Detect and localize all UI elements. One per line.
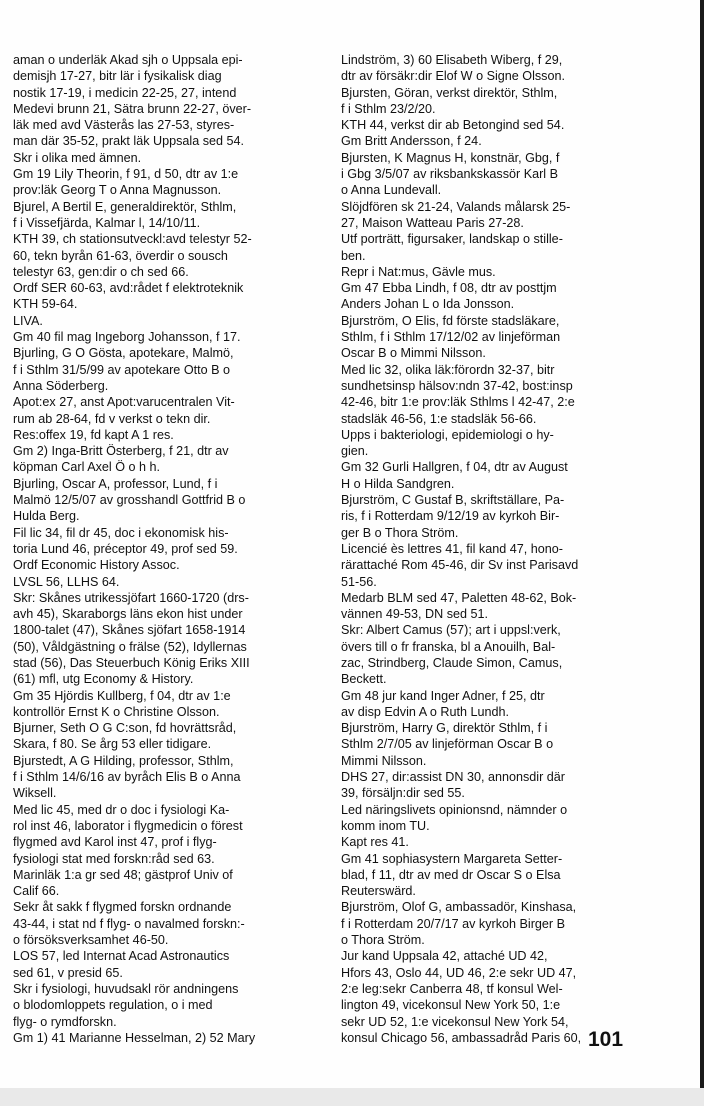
text-line: Hulda Berg. — [13, 509, 80, 524]
text-line: demisjh 17-27, bitr lär i fysikalisk diag — [13, 69, 222, 84]
text-line: övers till o fr franska, bl a Anouilh, Bal- — [341, 639, 556, 654]
text-line: 39, försäljn:dir sed 55. — [341, 786, 465, 801]
text-line: Skr: Albert Camus (57); art i uppsl:verk, — [341, 623, 561, 638]
text-line: Marinläk 1:a gr sed 48; gästprof Univ of — [13, 867, 233, 882]
text-line: Wiksell. — [13, 786, 57, 801]
text-line: Ordf SER 60-63, avd:rådet f elektroteknik — [13, 281, 244, 296]
text-line: flyg- o rymdforskn. — [13, 1014, 117, 1029]
text-line: Utf porträtt, figursaker, landskap o stille- — [341, 232, 563, 247]
text-line: Skr i olika med ämnen. — [13, 150, 142, 165]
text-line: 51-56. — [341, 574, 377, 589]
text-line: lington 49, vicekonsul New York 50, 1:e — [341, 998, 561, 1013]
text-line: Calif 66. — [13, 884, 60, 899]
text-line: komm inom TU. — [341, 818, 430, 833]
text-line: man där 35-52, prakt läk Uppsala sed 54. — [13, 134, 245, 149]
text-line: Bjurström, C Gustaf B, skriftställare, Pa- — [341, 493, 565, 508]
text-line: konsul Chicago 56, ambassadråd Paris 60, — [341, 1030, 582, 1045]
text-line: sundhetsinsp hälsov:ndn 37-42, bost:insp — [341, 378, 573, 393]
text-line: LIVA. — [13, 313, 43, 328]
text-line: läk med avd Västerås las 27-53, styres- — [13, 118, 235, 133]
text-line: LVSL 56, LLHS 64. — [13, 574, 120, 589]
text-line: Reuterswärd. — [341, 884, 416, 899]
text-line: Upps i bakteriologi, epidemiologi o hy- — [341, 427, 554, 442]
text-line: f i Sthlm 31/5/99 av apotekare Otto B o — [13, 362, 231, 377]
text-line: (50), Våldgästning o frälse (52), Idyllernas — [13, 639, 247, 654]
text-line: Anna Söderberg. — [13, 378, 109, 393]
text-line: rum ab 28-64, fd v verkst o tekn dir. — [13, 411, 211, 426]
text-line: Led näringslivets opinionsnd, nämnder o — [341, 802, 568, 817]
text-line: Repr i Nat:mus, Gävle mus. — [341, 264, 496, 279]
text-line: (61) mfl, utg Economy & History. — [13, 672, 194, 687]
text-line: DHS 27, dir:assist DN 30, annonsdir där — [341, 770, 565, 785]
text-line: Beckett. — [341, 672, 387, 687]
text-line: telestyr 63, gen:dir o ch sed 66. — [13, 264, 189, 279]
text-line: Mimmi Nilsson. — [341, 753, 427, 768]
text-line: Gm 48 jur kand Inger Adner, f 25, dtr — [341, 688, 545, 703]
text-line: Gm 2) Inga-Britt Österberg, f 21, dtr av — [13, 444, 229, 459]
page-number: 101 — [588, 1028, 624, 1051]
text-line: Gm 1) 41 Marianne Hesselman, 2) 52 Mary — [13, 1030, 256, 1045]
text-line: Kapt res 41. — [341, 835, 409, 850]
text-line: Anders Johan L o Ida Jonsson. — [341, 297, 515, 312]
text-line: Sthlm 2/7/05 av linjeförman Oscar B o — [341, 737, 554, 752]
text-line: H o Hilda Sandgren. — [341, 476, 455, 491]
text-line: LOS 57, led Internat Acad Astronautics — [13, 949, 230, 964]
text-line: köpman Carl Axel Ö o h h. — [13, 460, 160, 475]
text-line: Oscar B o Mimmi Nilsson. — [341, 346, 486, 361]
text-line: Skr i fysiologi, huvudsakl rör andningens — [13, 981, 239, 996]
text-line: ben. — [341, 248, 366, 263]
text-line: Gm 19 Lily Theorin, f 91, d 50, dtr av 1:e — [13, 167, 239, 182]
text-line: Res:offex 19, fd kapt A 1 res. — [13, 427, 174, 442]
text-line: Gm Britt Andersson, f 24. — [341, 134, 482, 149]
left-column — [13, 52, 329, 1046]
text-line: Med lic 32, olika läk:förordn 32-37, bitr — [341, 362, 555, 377]
text-line: Apot:ex 27, anst Apot:varucentralen Vit- — [13, 395, 235, 410]
text-line: o försöksverksamhet 46-50. — [13, 933, 169, 948]
text-line: sekr UD 52, 1:e vicekonsul New York 54, — [341, 1014, 569, 1029]
text-line: Medevi brunn 21, Sätra brunn 22-27, över- — [13, 101, 252, 116]
text-line: Lindström, 3) 60 Elisabeth Wiberg, f 29, — [341, 53, 563, 67]
text-line: avh 45), Skaraborgs läns ekon hist under — [13, 607, 243, 622]
text-line: dtr av försäkr:dir Elof W o Signe Olsson. — [341, 69, 565, 84]
text-line: KTH 39, ch stationsutveckl:avd telestyr 52- — [13, 232, 252, 247]
text-line: Sekr åt sakk f flygmed forskn ordnande — [13, 900, 232, 915]
text-line: Bjursten, K Magnus H, konstnär, Gbg, f — [341, 150, 560, 165]
text-line: toria Lund 46, préceptor 49, prof sed 59. — [13, 541, 238, 556]
text-line: Bjurel, A Bertil E, generaldirektör, Sthlm, — [13, 199, 237, 214]
text-line: Bjurner, Seth O G C:son, fd hovrättsråd, — [13, 721, 237, 736]
text-line: f i Vissefjärda, Kalmar l, 14/10/11. — [13, 215, 201, 230]
text-line: Bjurström, Olof G, ambassadör, Kinshasa, — [341, 900, 577, 915]
text-line: Fil lic 34, fil dr 45, doc i ekonomisk his- — [13, 525, 229, 540]
text-line: f i Rotterdam 20/7/17 av kyrkoh Birger B — [341, 916, 565, 931]
text-line: Bjursten, Göran, verkst direktör, Sthlm, — [341, 85, 558, 100]
text-line: ger B o Thora Ström. — [341, 525, 459, 540]
text-line: KTH 44, verkst dir ab Betongind sed 54. — [341, 118, 565, 133]
text-line: f i Sthlm 14/6/16 av byråch Elis B o Anna — [13, 770, 241, 785]
text-line: rol inst 46, laborator i flygmedicin o förest — [13, 818, 243, 833]
text-line: Ordf Economic History Assoc. — [13, 558, 180, 573]
text-line: Sthlm, f i Sthlm 17/12/02 av linjeförman — [341, 330, 561, 345]
text-line: Gm 32 Gurli Hallgren, f 04, dtr av August — [341, 460, 568, 475]
scan-edge-right — [700, 0, 704, 1106]
text-line: ris, f i Rotterdam 9/12/19 av kyrkoh Bir- — [341, 509, 560, 524]
text-line: Bjurström, O Elis, fd förste stadsläkare, — [341, 313, 560, 328]
text-line: 43-44, i stat nd f flyg- o navalmed forskn:- — [13, 916, 245, 931]
text-line: Med lic 45, med dr o doc i fysiologi Ka- — [13, 802, 230, 817]
text-line: stad (56), Das Steuerbuch König Eriks XIII — [13, 655, 250, 670]
text-line: sed 61, v presid 65. — [13, 965, 123, 980]
text-line: rärattaché Rom 45-46, dir Sv inst Parisavd — [341, 558, 579, 573]
text-line: nostik 17-19, i medicin 22-25, 27, intend — [13, 85, 237, 100]
scan-edge-bottom — [0, 1088, 704, 1106]
text-line: KTH 59-64. — [13, 297, 78, 312]
text-line: aman o underläk Akad sjh o Uppsala epi- — [13, 53, 243, 67]
text-line: 27, Maison Watteau Paris 27-28. — [341, 215, 524, 230]
text-line: blad, f 11, dtr av med dr Oscar S o Elsa — [341, 867, 561, 882]
text-line: Skr: Skånes utrikessjöfart 1660-1720 (drs- — [13, 590, 249, 605]
text-line: Gm 41 sophiasystern Margareta Setter- — [341, 851, 563, 866]
text-line: prov:läk Georg T o Anna Magnusson. — [13, 183, 222, 198]
text-line: f i Sthlm 23/2/20. — [341, 101, 436, 116]
text-line: Medarb BLM sed 47, Paletten 48-62, Bok- — [341, 590, 577, 605]
text-line: Skara, f 80. Se årg 53 eller tidigare. — [13, 737, 212, 752]
text-line: Bjurstedt, A G Hilding, professor, Sthlm, — [13, 753, 234, 768]
text-line: Licencié ès lettres 41, fil kand 47, hono- — [341, 541, 563, 556]
text-line: Bjurling, G O Gösta, apotekare, Malmö, — [13, 346, 234, 361]
text-line: o Thora Ström. — [341, 933, 425, 948]
text-line: Gm 35 Hjördis Kullberg, f 04, dtr av 1:e — [13, 688, 231, 703]
text-line: Malmö 12/5/07 av grosshandl Gottfrid B o — [13, 493, 246, 508]
text-line: vännen 49-53, DN sed 51. — [341, 607, 489, 622]
text-line: zac, Strindberg, Claude Simon, Camus, — [341, 655, 563, 670]
text-line: fysiologi stat med forskn:råd sed 63. — [13, 851, 215, 866]
text-line: Jur kand Uppsala 42, attaché UD 42, — [341, 949, 548, 964]
text-line: Gm 40 fil mag Ingeborg Johansson, f 17. — [13, 330, 241, 345]
text-line: stadsläk 46-56, 1:e stadsläk 56-66. — [341, 411, 537, 426]
text-line: 1800-talet (47), Skånes sjöfart 1658-1914 — [13, 623, 246, 638]
text-line: o Anna Lundevall. — [341, 183, 442, 198]
text-line: 60, tekn byrån 61-63, överdir o sousch — [13, 248, 228, 263]
text-line: o blodomloppets regulation, o i med — [13, 998, 213, 1013]
text-line: av disp Edvin A o Ruth Lundh. — [341, 704, 510, 719]
right-column — [341, 52, 657, 1046]
text-line: flygmed avd Karol inst 47, prof i flyg- — [13, 835, 217, 850]
text-line: Bjurling, Oscar A, professor, Lund, f i — [13, 476, 218, 491]
text-line: 42-46, bitr 1:e prov:läk Sthlms l 42-47, 2:e — [341, 395, 575, 410]
text-line: kontrollör Ernst K o Christine Olsson. — [13, 704, 220, 719]
text-line: Slöjdfören sk 21-24, Valands målarsk 25- — [341, 199, 571, 214]
text-line: gien. — [341, 444, 369, 459]
text-line: Hfors 43, Oslo 44, UD 46, 2:e sekr UD 47, — [341, 965, 577, 980]
text-line: Bjurström, Harry G, direktör Sthlm, f i — [341, 721, 548, 736]
text-line: i Gbg 3/5/07 av riksbankskassör Karl B — [341, 167, 558, 182]
text-line: Gm 47 Ebba Lindh, f 08, dtr av posttjm — [341, 281, 557, 296]
text-line: 2:e leg:sekr Canberra 48, tf konsul Wel- — [341, 981, 563, 996]
